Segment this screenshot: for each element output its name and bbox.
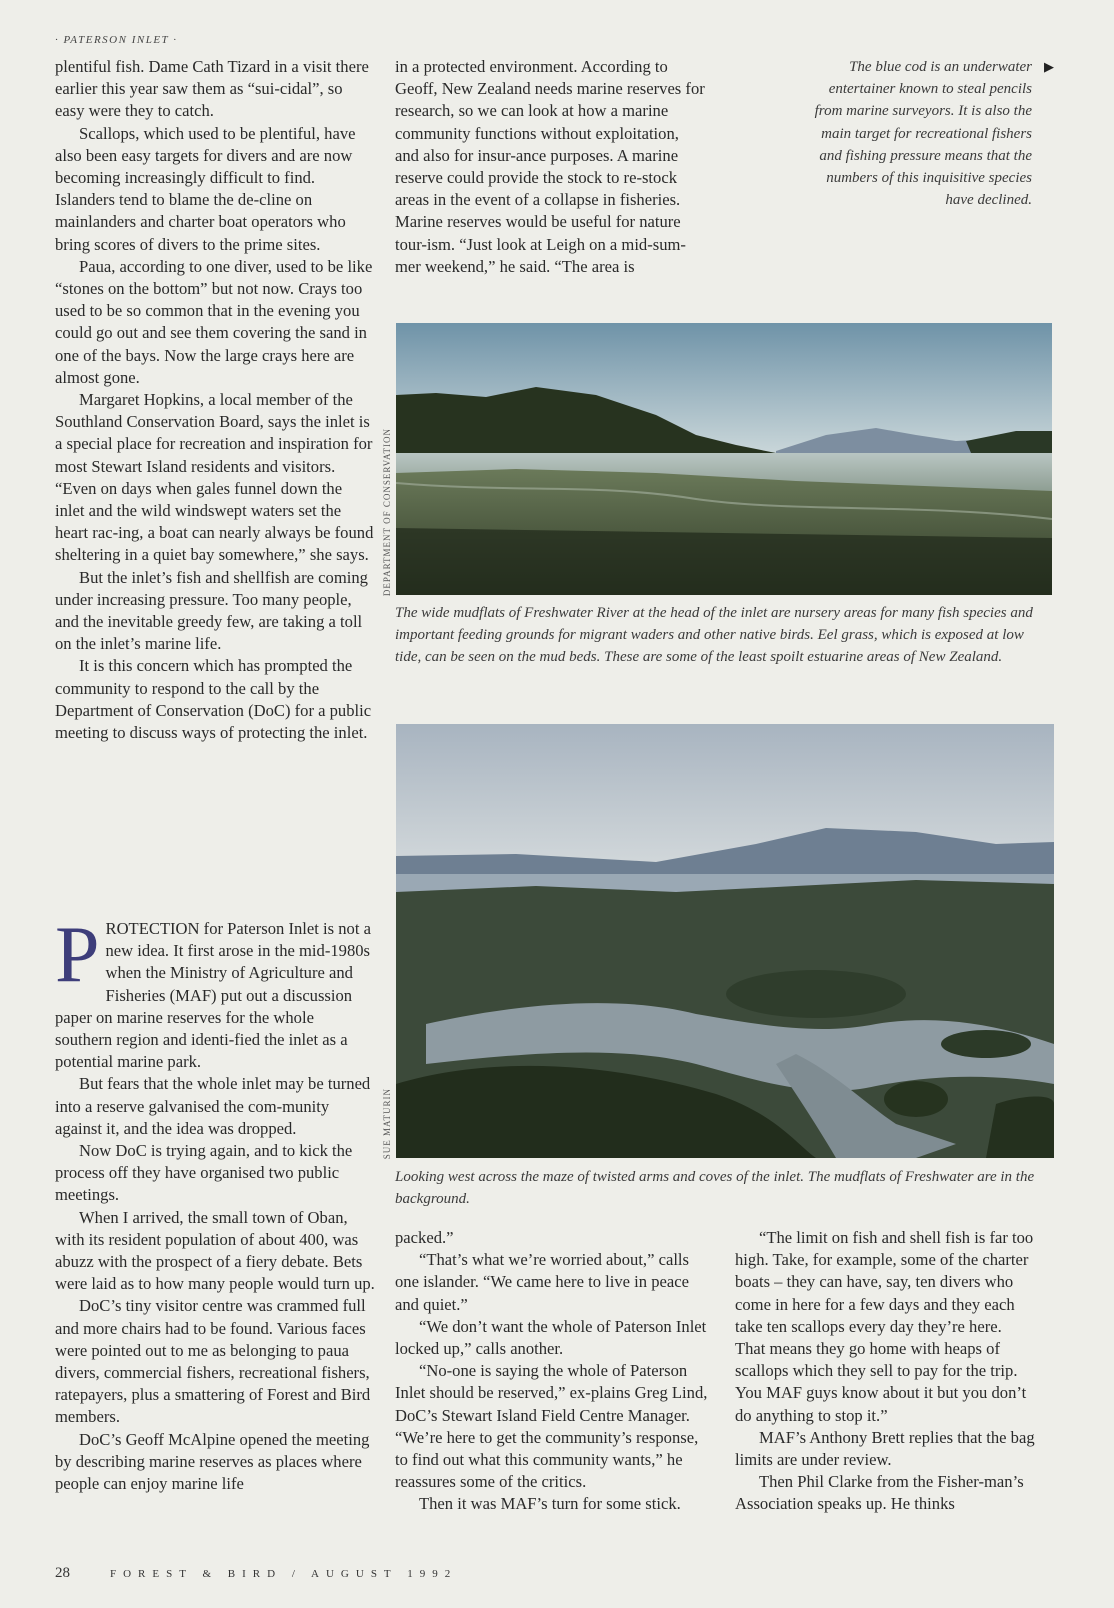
paragraph: Scallops, which used to be plentiful, have also been easy targets for divers and are now becoming increasingly difficult to find. Islanders tend to blame the de-cline on mainlanders and charter boat operators who bring scores of divers to the prime sites. [55,123,356,254]
photo-credit: DEPARTMENT OF CONSERVATION [382,428,392,597]
paragraph-text: ROTECTION for Paterson Inlet is not a new idea. It first arose in the mid-1980s when the Ministry of Agriculture and Fisheries (MAF) put out a discussion paper on marine reserves for the whole southern region and identi-fied the inlet as a potential marine park. [55,919,371,1072]
paragraph: “We don’t want the whole of Paterson Inlet locked up,” calls another. [395,1316,707,1359]
paragraph: Paua, according to one diver, used to be like “stones on the bottom” but not now. Crays too used to be so common that in the evening you could go out and see them covering the sand in one of the bays. Now the large crays here are almost gone. [55,256,373,387]
paragraph: in a protected environment. According to Geoff, New Zealand needs marine reserves for research, so we can look at how a marine community functions without exploitation, and also for insur-ance purposes. A marine reserve could provide the stock to re-stock areas in the event of a collapse in fisheries. Marine reserves would be useful for nature tour-ism. “Just look at Leigh on a mid-sum-mer weekend,” he said. “The area is [395,57,705,276]
side-caption-text: The blue cod is an underwater entertainer known to steal pencils from marine surveyors. It is also the main target for recreational fishers and fishing pressure means that the numbers of this inquisitive species have declined. [814,59,1032,209]
side-caption [810,56,1054,211]
paragraph: Then it was MAF’s turn for some stick. [419,1494,681,1514]
column-b [395,56,707,278]
paragraph: packed.” [395,1228,454,1247]
inlet-aerial-photo [396,724,1054,1158]
mudflats-caption: The wide mudflats of Freshwater River at the head of the inlet are nursery areas for many fish species and important feeding grounds for migrant waders and other native birds. Eel grass, which is exposed at low tide, can be seen on the mud beds. These are some of the least spoilt estuarine areas of New Zealand. [395,605,1033,665]
mudflats-image [396,323,1052,595]
paragraph: It is this concern which has prompted the community to respond to the call by the Department of Conservation (DoC) for a public meeting to discuss ways of protecting the inlet. [55,656,372,743]
section-label: · PATERSON INLET · [55,34,178,46]
paragraph: Now DoC is trying again, and to kick the process off they have organised two public meetings. [55,1141,353,1205]
photo-credit: SUE MATURIN [382,1088,392,1160]
column-c [395,1227,713,1516]
inlet-caption: Looking west across the maze of twisted arms and coves of the inlet. The mudflats of Freshwater are in the background. [395,1169,1035,1207]
paragraph: plentiful fish. Dame Cath Tizard in a visit there earlier this year saw them as “sui-cidal”, so easy were they to catch. [55,57,369,121]
paragraph: But fears that the whole inlet may be turned into a reserve galvanised the com-munity against it, and the idea was dropped. [55,1074,371,1138]
inlet-aerial-image [396,724,1054,1158]
arrow-right-icon: ▶ [1044,59,1054,74]
paragraph: MAF’s Anthony Brett replies that the bag limits are under review. [735,1427,1035,1470]
paragraph-dropcap [55,911,375,1073]
paragraph: When I arrived, the small town of Oban, with its resident population of about 400, was abuzz with the prospect of a fiery debate. Bets were laid as to how many people would turn up. [55,1207,375,1294]
magazine-name: FOREST & BIRD / AUGUST 1992 [110,1568,458,1580]
page-footer [55,1565,457,1582]
page-number: 28 [55,1565,70,1581]
paragraph: DoC’s Geoff McAlpine opened the meeting by describing marine reserves as places where people can enjoy marine life [55,1429,370,1494]
paragraph: Then Phil Clarke from the Fisher-man’s Association speaks up. He thinks [735,1472,1024,1514]
drop-cap: P [55,911,100,999]
paragraph: “The limit on fish and shell fish is far too high. Take, for example, some of the charter boats – they can have, say, ten divers who come in here for a few days and they each take ten scallops every day they’re here. That means they go home with heaps of scallops which they sell to pay for the trip. You MAF guys know about it but you don’t do anything to stop it.” [735,1228,1034,1425]
mudflats-photo [396,323,1052,595]
paragraph: “That’s what we’re worried about,” calls one islander. “We came here to live in peace and quiet.” [395,1250,689,1314]
paragraph: Margaret Hopkins, a local member of the Southland Conservation Board, says the inlet is a special place for recreation and inspiration for most Stewart Island residents and visitors. “Even on days when gales funnel down the inlet and the wild windswept waters set the heart rac-ing, a boat can nearly always be found sheltering in a quiet bay somewhere,” she says. [55,390,374,565]
paragraph: “No-one is saying the whole of Paterson Inlet should be reserved,” ex-plains Greg Lind, DoC’s Stewart Island Field Centre Manager. “We’re here to get the community’s response, to find out what this community wants,” he reassures some of the critics. [395,1361,708,1492]
column-a [55,56,375,744]
column-d [735,1227,1035,1516]
paragraph: DoC’s tiny visitor centre was crammed full and more chairs had to be found. Various faces were pointed out to me as belonging to paua divers, commercial fishers, recreational fishers, ratepayers, plus a smattering of Forest and Bird members. [55,1296,371,1427]
paragraph: But the inlet’s fish and shellfish are coming under increasing pressure. Too many people, and the inevitable greedy few, are taking a toll on the inlet’s marine life. [55,567,368,654]
column-a-lower [55,911,375,1495]
